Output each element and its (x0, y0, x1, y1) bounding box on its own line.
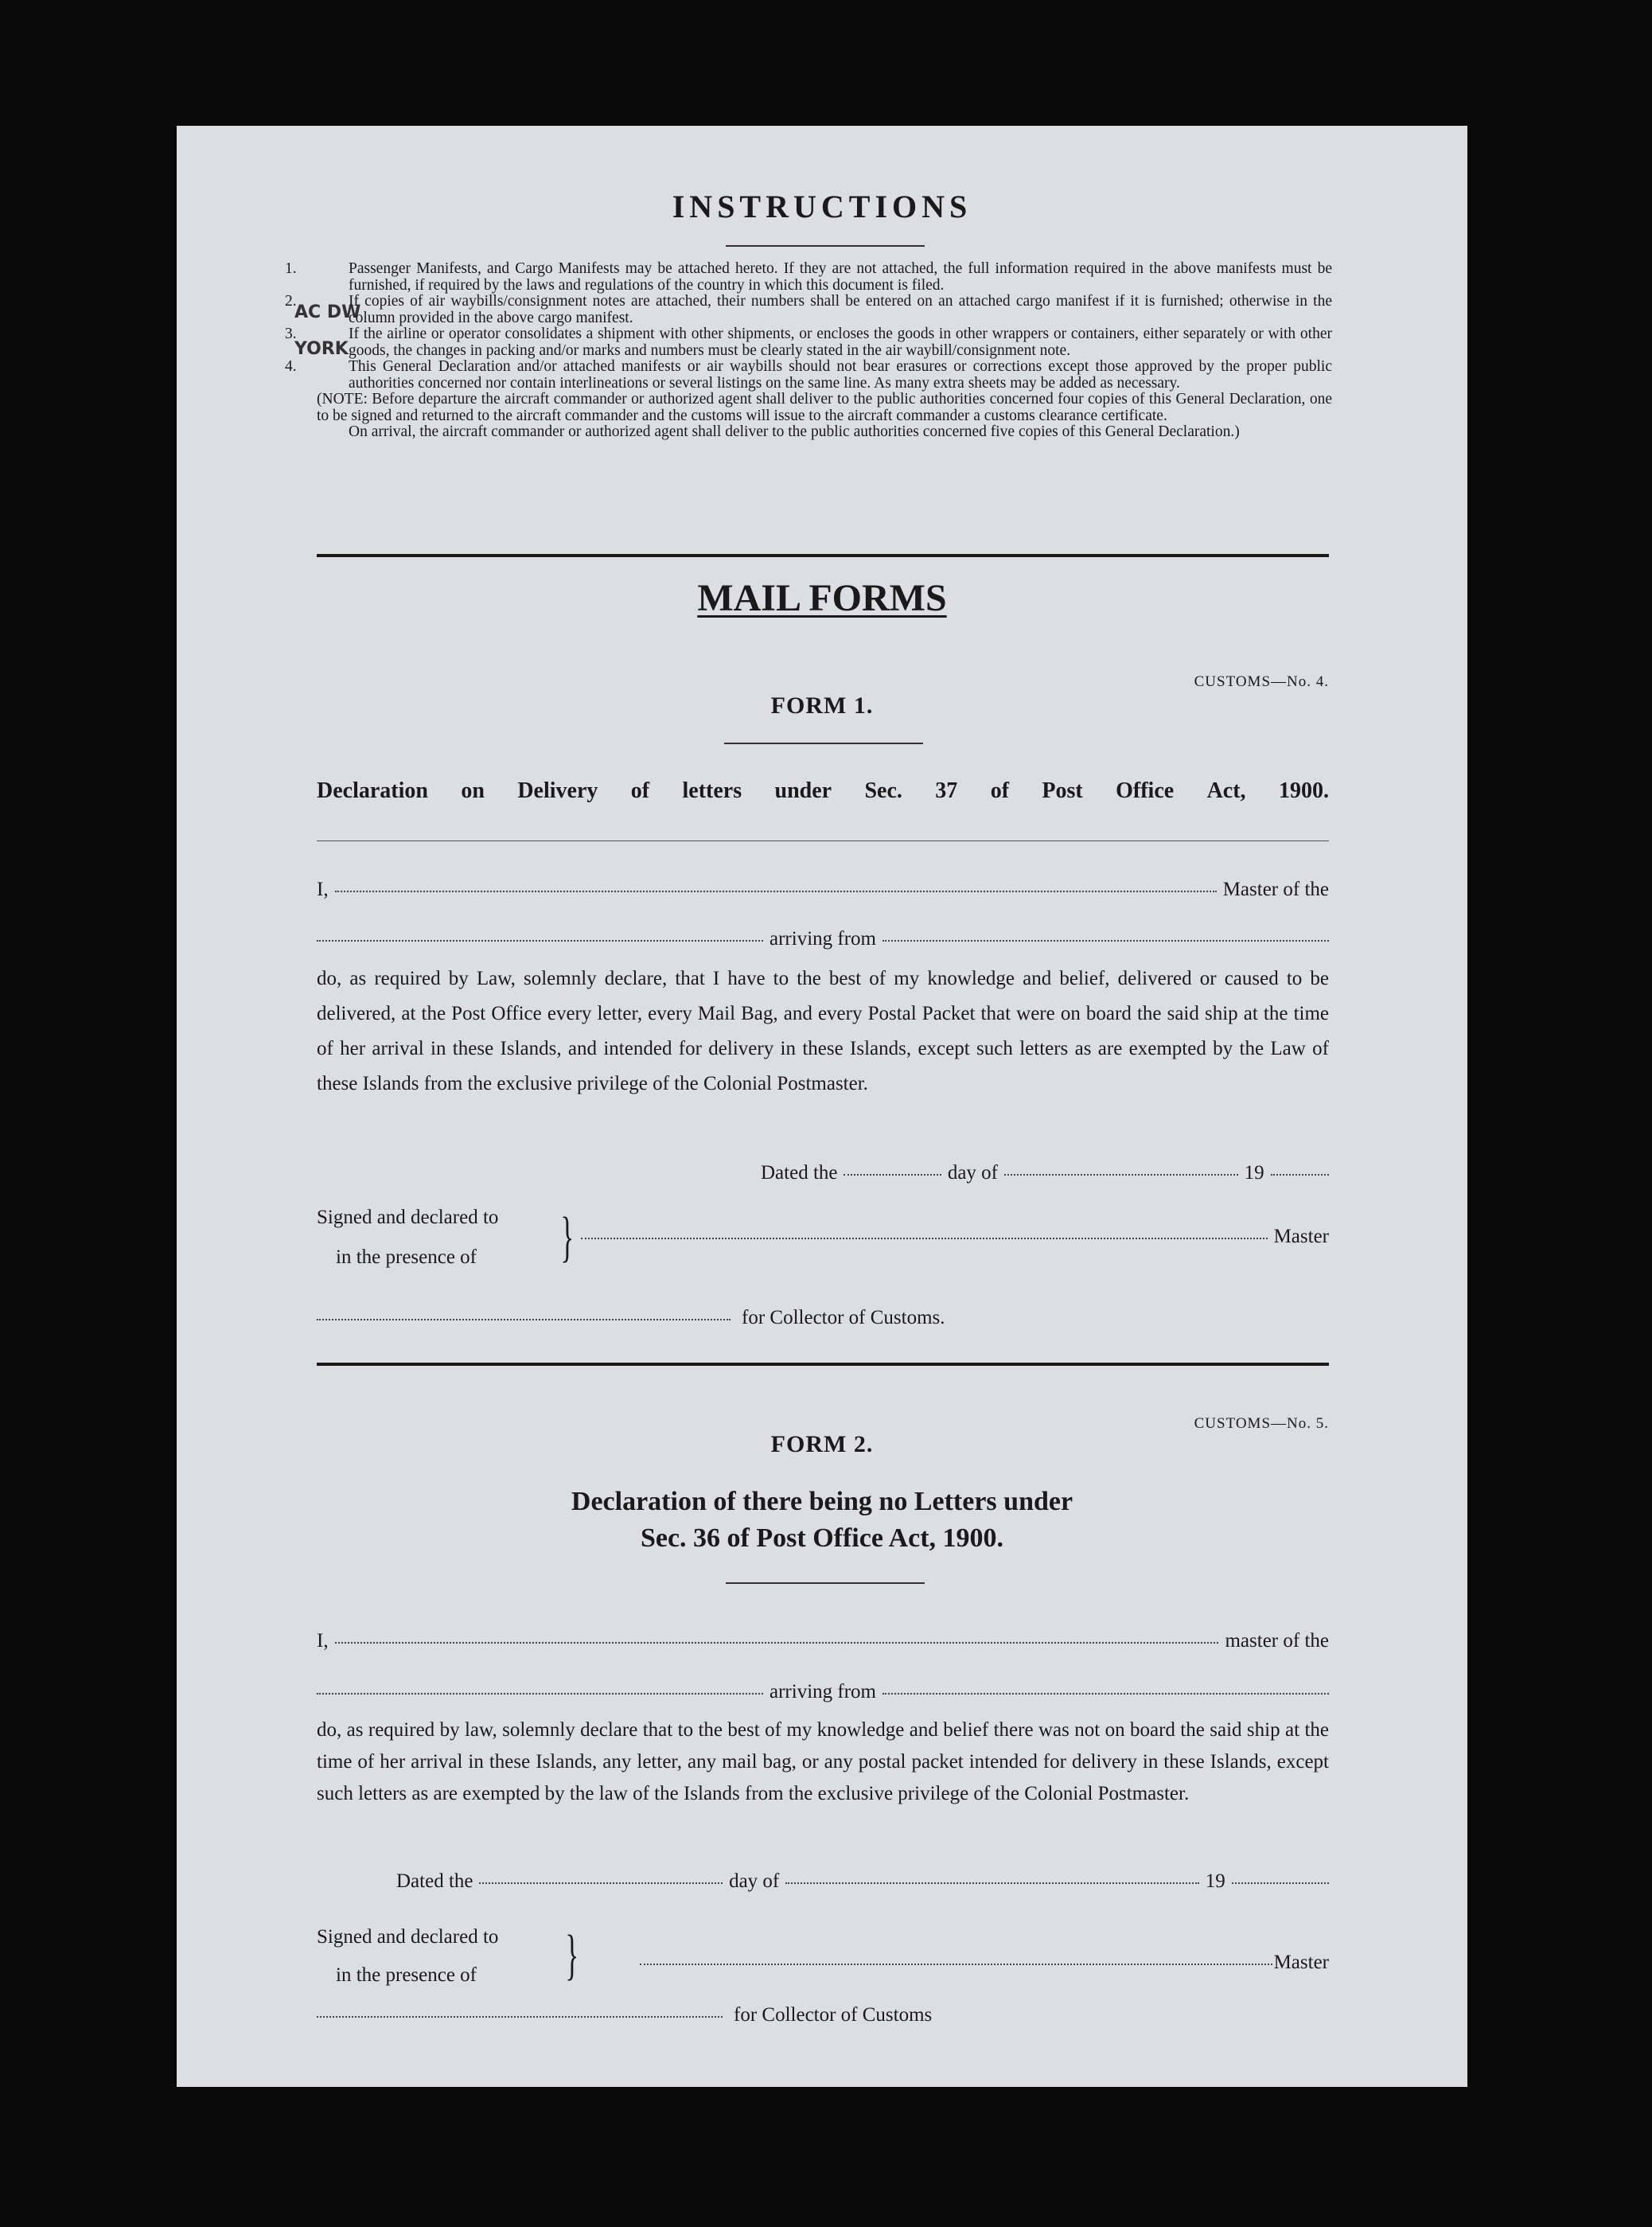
form2-signed-label: Signed and declared to (317, 1926, 499, 1948)
instruction-item: 2. If copies of air waybills/consignment notes are attached, their numbers shall be entered on an attached cargo manifest if it is furnished; otherwise in the column provided in the above cargo manifest. (285, 293, 1332, 326)
form-divider (317, 1363, 1329, 1366)
form1-date-field[interactable] (844, 1174, 941, 1176)
form1-presence-label: in the presence of (336, 1246, 477, 1268)
form2-customs-number: CUSTOMS—No. 5. (1194, 1415, 1329, 1432)
form1-month-field[interactable] (1004, 1174, 1238, 1176)
form1-heading-rule (317, 840, 1329, 841)
form1-collector-line: for Collector of Customs. (317, 1307, 1112, 1329)
form2-ship-field[interactable] (317, 1693, 763, 1695)
stamp-mark: AC DW (294, 302, 361, 322)
form1-origin-field[interactable] (882, 940, 1329, 942)
form2-declaration-line1: Declaration of there being no Letters under (571, 1487, 1073, 1516)
form1-year-field[interactable] (1271, 1174, 1329, 1176)
form1-name-field[interactable] (335, 891, 1217, 892)
form2-dated-line: Dated the day of 19 (396, 1870, 1329, 1893)
form2-arriving-line: arriving from (317, 1681, 1329, 1703)
form1-brace: } (560, 1207, 575, 1268)
form1-declaration-heading: Declaration on Delivery of letters under Sec. 37 of Post Office Act, 1900. (317, 778, 1329, 803)
form1-arriving-line: arriving from (317, 928, 1329, 950)
form2-declaration-heading (177, 1484, 1467, 1557)
form1-title-rule (724, 743, 923, 744)
form1-dated-line: Dated the day of 19 (761, 1162, 1329, 1184)
form2-title-rule (726, 1582, 925, 1584)
instruction-note: (NOTE: Before departure the aircraft commander or authorized agent shall deliver to the public authorities concerned four copies of this General Declaration, one to be signed and returned to the aircraft commander and the customs will issue to the aircraft commander a customs clearance certificate. (317, 391, 1332, 424)
form2-master-line: I, master of the (317, 1630, 1329, 1652)
form1-ship-field[interactable] (317, 940, 763, 942)
instructions-title: INSTRUCTIONS (672, 189, 972, 224)
title-rule (726, 245, 925, 247)
form1-signed-label: Signed and declared to (317, 1207, 499, 1228)
form2-name-field[interactable] (335, 1642, 1219, 1644)
form2-origin-field[interactable] (882, 1693, 1329, 1695)
form2-signature-field[interactable] (640, 1964, 1272, 1965)
form2-brace: } (565, 1925, 579, 1986)
form2-body: do, as required by law, solemnly declare that to the best of my knowledge and belief there was not on board the said ship at the time of her arrival in these Islands, any letter, any mail bag, or any postal packet intended for delivery in these Islands, except such letters as are exempted by the law of the Islands from the exclusive privilege of the Colonial Postmaster. (317, 1719, 1329, 1804)
stamp-mark-2: YORK (294, 339, 349, 359)
form1-master-line: I, Master of the (317, 879, 1329, 900)
form1-collector-field[interactable] (317, 1319, 731, 1320)
form2-title: FORM 2. (770, 1431, 874, 1457)
form1-body: do, as required by Law, solemnly declare, that I have to the best of my knowledge and belief, delivered or caused to be delivered, at the Post Office every letter, every Mail Bag, and every Postal Packet that were on board the said ship at the time of her arrival in these Islands, and intended for delivery in these Islands, except such letters as are exempted by the Law of these Islands from the exclusive privilege of the Colonial Postmaster. (317, 968, 1329, 1094)
form2-presence-label: in the presence of (336, 1964, 477, 1986)
form2-month-field[interactable] (785, 1882, 1199, 1884)
section-divider (317, 554, 1329, 557)
form1-master-signature-line: Master (581, 1226, 1329, 1248)
form1-customs-number: CUSTOMS—No. 4. (1194, 673, 1329, 690)
instruction-note-arrival: On arrival, the aircraft commander or authorized agent shall deliver to the public authorities concerned five copies of this General Declaration.) (349, 423, 1240, 440)
form2-master-signature-line: Master (640, 1952, 1329, 1974)
form2-date-field[interactable] (479, 1882, 723, 1884)
form2-collector-field[interactable] (317, 2016, 723, 2018)
instruction-item: 3. If the airline or operator consolidates a shipment with other shipments, or encloses the goods in other wrappers or containers, either separately or with other goods, the changes in packing and/or marks and numbers must be clearly stated in the air waybill/consignment note. (285, 326, 1332, 359)
instructions-list (285, 260, 1332, 441)
form1-title: FORM 1. (770, 692, 874, 719)
form2-collector-line: for Collector of Customs (317, 2004, 1033, 2026)
instruction-item: 4. This General Declaration and/or attached manifests or air waybills should not bear erasures or corrections except those approved by the proper public authorities concerned nor contain interlineations or several listings on the same line. As many extra sheets may be added as necessary. (285, 358, 1332, 392)
form2-declaration-line2: Sec. 36 of Post Office Act, 1900. (640, 1523, 1004, 1553)
form2-year-field[interactable] (1232, 1882, 1329, 1884)
document-sheet (177, 126, 1467, 2087)
form1-signature-field[interactable] (581, 1238, 1268, 1239)
instruction-item: 1. Passenger Manifests, and Cargo Manifests may be attached hereto. If they are not attached, the full information required in the above manifests must be furnished, if required by the laws and regulations of the country in which this document is filed. (285, 260, 1332, 294)
mail-forms-title: MAIL FORMS (697, 577, 947, 619)
